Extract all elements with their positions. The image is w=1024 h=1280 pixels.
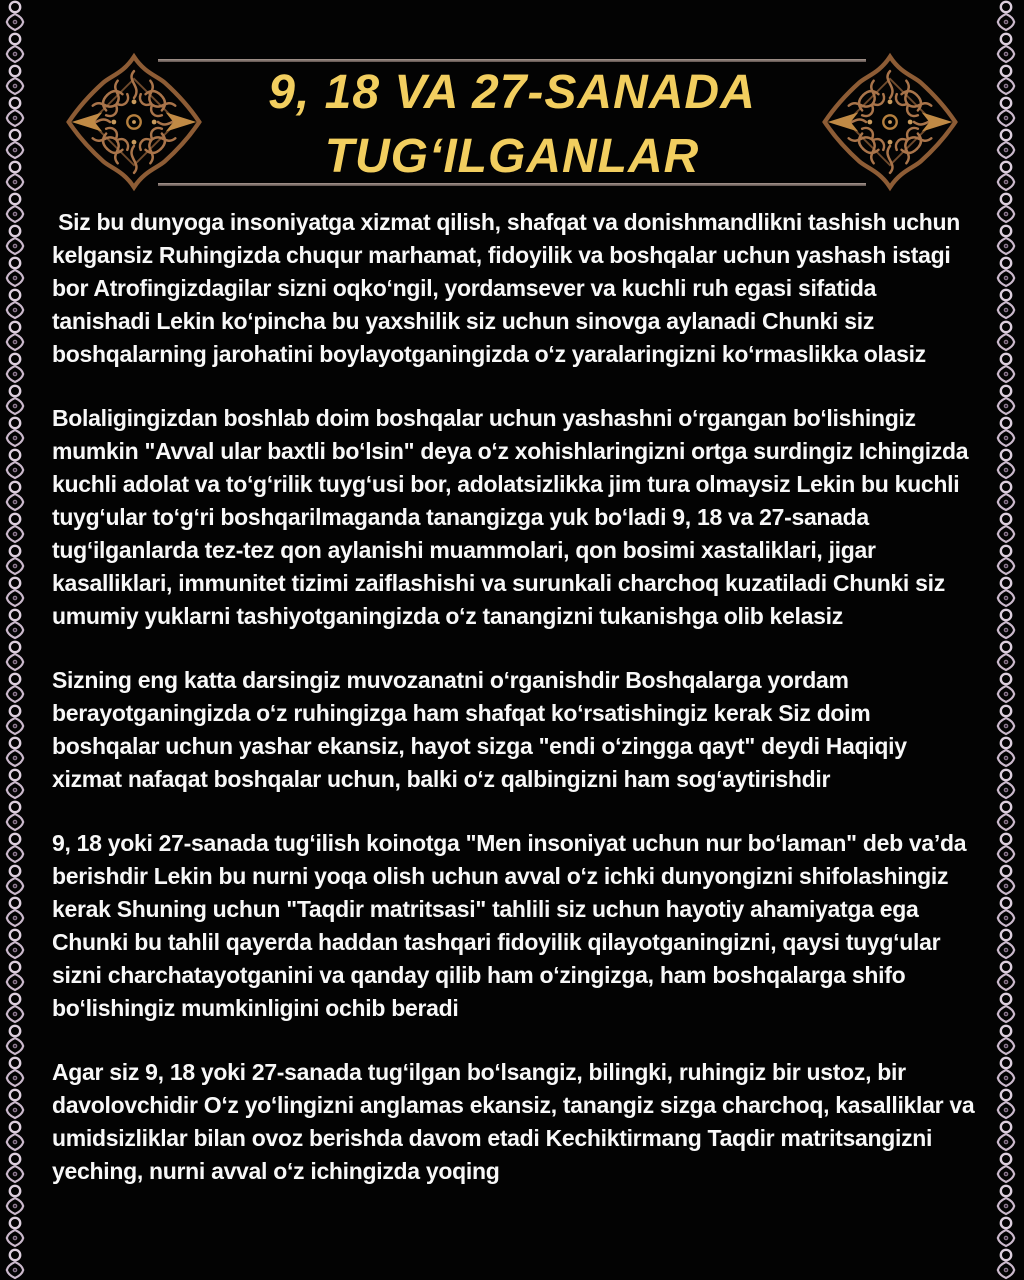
poster-title-line2: TUG‘ILGANLAR xyxy=(324,130,700,183)
title-rule-top xyxy=(158,59,866,62)
poster-body xyxy=(52,206,980,1219)
poster-header xyxy=(160,64,864,185)
chain-border-left-icon xyxy=(3,0,27,1280)
arabesque-ornament-right-icon xyxy=(818,50,962,194)
poster-title-line1: 9, 18 VA 27-SANADA xyxy=(268,66,756,119)
body-paragraph: Sizning eng katta darsingiz muvozanatni o‘rganishdir Boshqalarga yordam berayotganingizda o‘z ruhingizga ham shafqat ko‘rsatishingiz kerak Siz doim boshqalar uchun yashar ekansiz, hayot sizga "endi o‘zingga qayt" deydi Haqiqiy xizmat nafaqat boshqalar uchun, balki o‘z qalbingizni ham sog‘aytirishdir xyxy=(52,667,913,792)
body-paragraph: Agar siz 9, 18 yoki 27-sanada tug‘ilgan bo‘lsangiz, bilingki, ruhingiz bir ustoz, bir davolovchidir O‘z yo‘lingizni anglamas ekansiz, tanangiz sizga charchoq, kasalliklar va umidsizliklar bilan ovoz berishda davom etadi Kechiktirmang Taqdir matritsangizni yeching, nurni avval o‘z ichingizda yoqing xyxy=(52,1059,981,1184)
chain-border-right-icon xyxy=(994,0,1018,1280)
body-paragraph: Siz bu dunyoga insoniyatga xizmat qilish, shafqat va donishmandlikni tashish uchun kelgansiz Ruhingizda chuqur marhamat, fidoyilik va boshqalar uchun yashash istagi bor Atrofingizdagilar sizni oqko‘ngil, yordamsever va kuchli ruh egasi sifatida tanishadi Lekin ko‘pincha bu yaxshilik siz uchun sinovga aylanadi Chunki siz boshqalarning jarohatini boylayotganingizda o‘z yaralaringizni ko‘rmaslikka olasiz xyxy=(52,209,967,367)
body-paragraph: 9, 18 yoki 27-sanada tug‘ilish koinotga "Men insoniyat uchun nur bo‘laman" deb va’da berishdir Lekin bu nurni yoqa olish uchun avval o‘z ichki dunyongizni shifolashingiz kerak Shuning uchun "Taqdir matritsasi" tahlili siz uchun hayotiy ahamiyatga ega Chunki bu tahlil qayerda haddan tashqari fidoyilik qilayotganingizni, qaysi tuyg‘ular sizni charchatayotganini va qanday qilib ham o‘zingizga, ham boshqalarga shifo bo‘lishingiz mumkinligini ochib beradi xyxy=(52,830,973,1021)
arabesque-ornament-left-icon xyxy=(62,50,206,194)
body-paragraph: Bolaligingizdan boshlab doim boshqalar uchun yashashni o‘rgangan bo‘lishingiz mumkin "Avval ular baxtli bo‘lsin" deya o‘z xohishlaringizni ortga surdingiz Ichingizda kuchli adolat va to‘g‘rilik tuyg‘usi bor, adolatsizlikka jim tura olmaysiz Lekin bu kuchli tuyg‘ular to‘g‘ri boshqarilmaganda tanangizga yuk bo‘ladi 9, 18 va 27-sanada tug‘ilganlarda tez-tez qon aylanishi muammolari, qon bosimi xastaliklari, jigar kasalliklari, immunitet tizimi zaiflashishi va surunkali charchoq kuzatiladi Chunki siz umumiy yuklarni tashiyotganingizda o‘z tanangizni tukanishga olib kelasiz xyxy=(52,405,975,629)
